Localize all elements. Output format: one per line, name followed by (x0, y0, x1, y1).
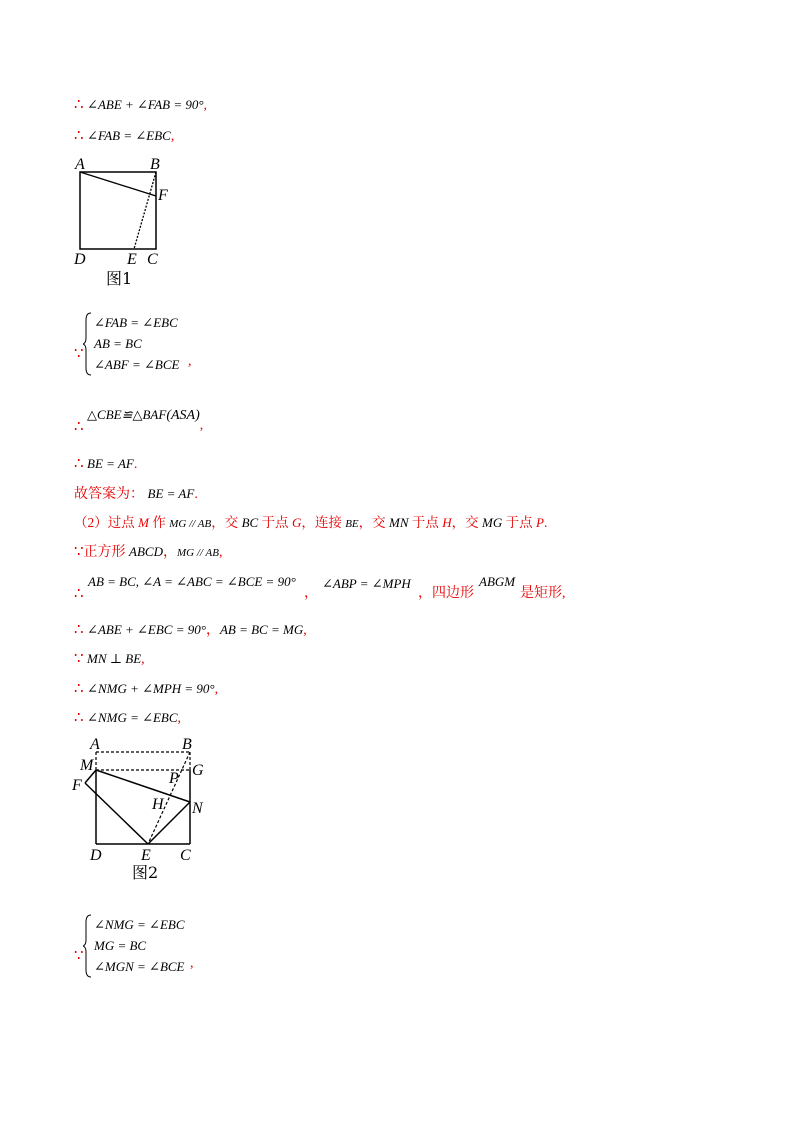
left-brace (83, 914, 93, 978)
figure-1-caption: 图1 (106, 269, 133, 288)
point-m: M (138, 515, 149, 530)
text-segment: ，交 (211, 515, 242, 530)
math-expression: MG // AB (169, 518, 212, 530)
math-expression: ∠FAB = ∠EBC (87, 128, 171, 143)
proof-line-10 (74, 650, 145, 669)
therefore-symbol: ∴ (74, 710, 84, 726)
punctuation: , (218, 545, 223, 560)
proof-line-4 (74, 455, 137, 474)
label-a: A (75, 156, 85, 173)
system-row: ∠NMG = ∠EBC (94, 917, 185, 932)
text-segment: ， (304, 586, 318, 601)
label-p: P (169, 770, 179, 787)
figure-2 (68, 734, 218, 884)
text-segment: 于点 (408, 515, 443, 530)
label-n: N (192, 800, 203, 817)
therefore-symbol: ∴ (74, 586, 84, 602)
equation-system-2 (74, 914, 274, 980)
label-f: F (158, 187, 168, 204)
punctuation: . (133, 457, 138, 472)
math-expression: AB = BC = MG (219, 622, 304, 637)
text-segment: 于点 (502, 515, 537, 530)
because-symbol: ∵ (74, 948, 84, 964)
label-g: G (192, 762, 204, 779)
left-brace (83, 312, 93, 376)
equation-system-1 (74, 312, 274, 378)
math-expression: ∠ABE + ∠EBC = 90° (87, 622, 206, 637)
therefore-symbol: ∴ (74, 128, 84, 144)
proof-line-3 (74, 406, 204, 435)
therefore-symbol: ∴ (74, 622, 84, 638)
point-p: P (536, 515, 544, 530)
point-g: G (291, 515, 302, 530)
because-symbol: ∵ (74, 651, 84, 667)
text-segment: ，交 (451, 515, 483, 530)
therefore-symbol: ∴ (74, 419, 84, 435)
math-expression: ABCD (129, 544, 163, 559)
label-f: F (72, 777, 82, 794)
congruence-reason: (ASA) (166, 408, 200, 423)
text-segment: . (543, 515, 548, 530)
figure-2-caption: 图2 (132, 863, 159, 882)
punctuation: , (177, 711, 182, 726)
math-expression: ∠NMG = ∠EBC (87, 710, 178, 725)
math-expression: ABGM (479, 574, 516, 589)
system-rows (94, 914, 185, 977)
segment-af (80, 172, 156, 196)
math-expression: BE = AF (147, 486, 195, 501)
figure-1 (70, 152, 190, 292)
point-h: H (442, 515, 452, 530)
math-expression: MG // AB (177, 547, 219, 559)
label-e: E (141, 847, 151, 864)
label-b: B (150, 156, 160, 173)
label-h: H (152, 796, 164, 813)
system-row: ∠FAB = ∠EBC (94, 315, 178, 330)
text-segment: ，交 (358, 515, 390, 530)
math-expression: ∠ABE + ∠FAB = 90° (87, 97, 204, 112)
punctuation: , (188, 354, 192, 369)
therefore-symbol: ∴ (74, 681, 84, 697)
text-segment: 作 (148, 515, 170, 530)
text-segment: （2）过点 (74, 515, 139, 530)
answer-prefix: 故答案为： (74, 487, 144, 502)
label-d: D (90, 847, 102, 864)
answer-line (74, 485, 198, 504)
figure-1-diagram (70, 152, 190, 264)
math-expression: ∠NMG + ∠MPH = 90° (87, 681, 215, 696)
part-2-intro (74, 514, 547, 533)
system-row: MG = BC (94, 938, 147, 953)
math-expression: BC (241, 515, 259, 530)
because-symbol: ∵ (74, 346, 84, 362)
text-segment: 于点 (258, 515, 292, 530)
punctuation: , (141, 652, 145, 667)
segment-be (134, 172, 156, 249)
punctuation: , (170, 129, 175, 144)
punctuation: , (203, 98, 208, 113)
text-segment: ，四边形 (418, 586, 474, 601)
label-c: C (147, 251, 158, 264)
system-row: AB = BC (94, 336, 142, 351)
text-segment: 是矩形, (520, 586, 566, 601)
math-expression: AB = BC, ∠A = ∠ABC = ∠BCE = 90° (88, 574, 296, 589)
system-row: ∠ABF = ∠BCE (94, 357, 180, 372)
label-m: M (80, 757, 94, 774)
text-segment: ，连接 (301, 515, 346, 530)
punctuation: , (214, 682, 219, 697)
text-segment: 正方形 (83, 545, 130, 560)
figure-2-diagram (68, 734, 218, 864)
therefore-symbol: ∴ (74, 456, 84, 472)
label-a: A (90, 736, 100, 753)
proof-line-9 (74, 621, 307, 640)
math-expression: BE (345, 518, 359, 530)
label-e: E (127, 251, 137, 264)
text-segment: ， (163, 545, 177, 560)
therefore-symbol: ∴ (74, 97, 84, 113)
punctuation: , (190, 956, 194, 971)
system-row: ∠MGN = ∠BCE (94, 959, 185, 974)
proof-line-2 (74, 127, 174, 146)
because-symbol: ∵ (74, 544, 84, 560)
punctuation: . (194, 487, 198, 502)
math-expression: BE = AF (87, 456, 134, 471)
proof-line-1 (74, 96, 207, 115)
system-rows (94, 312, 179, 375)
label-c: C (180, 847, 191, 864)
math-expression: MG (482, 515, 503, 530)
math-expression: ∠ABP = ∠MPH (322, 576, 411, 591)
math-expression: MN ⊥ BE (87, 651, 142, 666)
text-segment: ， (205, 623, 220, 638)
punctuation: , (303, 623, 307, 638)
label-d: D (74, 251, 86, 264)
congruence-expression: △CBE≌△BAF (87, 407, 167, 422)
punctuation: , (199, 418, 204, 433)
proof-line-7 (74, 543, 222, 562)
proof-line-11 (74, 680, 218, 699)
segment-fe (85, 783, 148, 844)
math-expression: MN (389, 515, 409, 530)
label-b: B (182, 736, 192, 753)
proof-line-12 (74, 709, 181, 728)
